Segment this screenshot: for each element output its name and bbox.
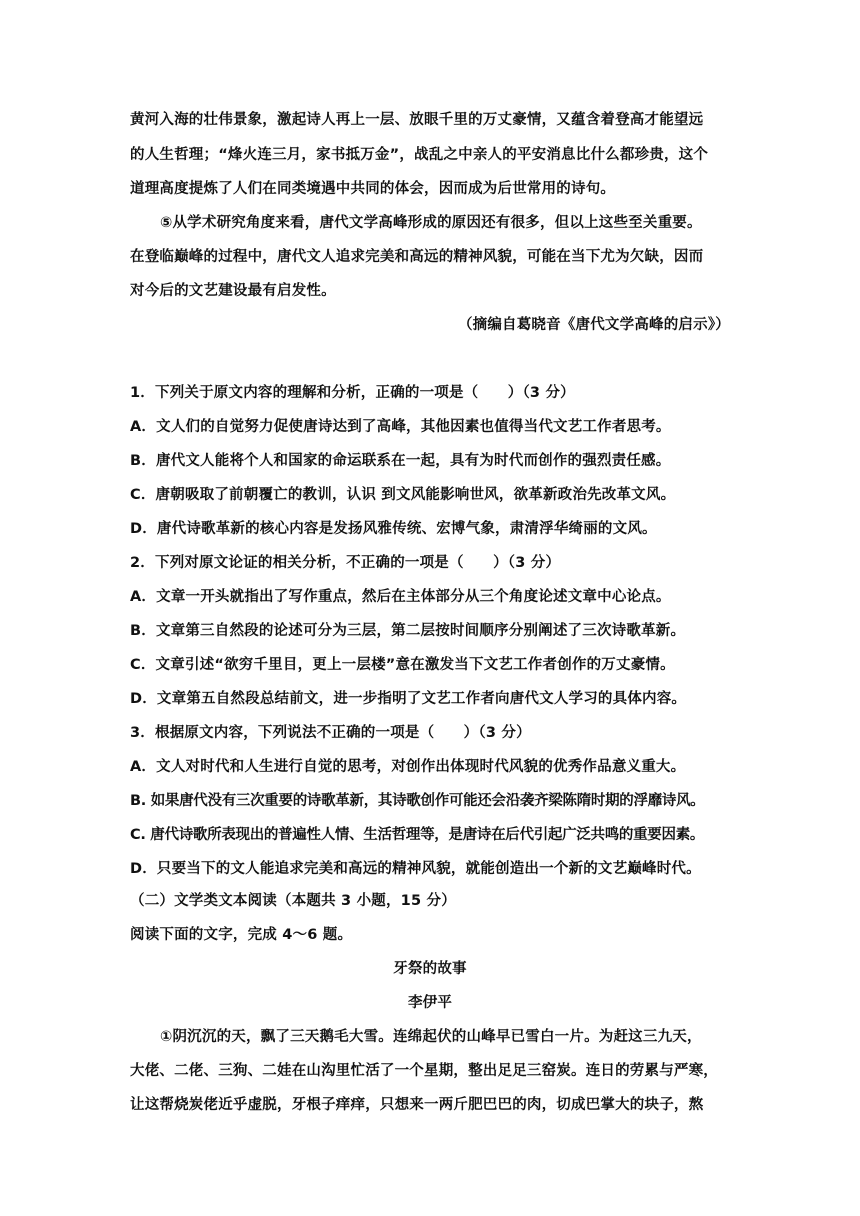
story-paragraph-line: 大佬、二佬、三狗、二娃在山沟里忙活了一个星期，整出足足三窑炭。连日的劳累与严寒， xyxy=(130,1063,718,1079)
question-1-option-d: D．唐代诗歌革新的核心内容是发扬风雅传统、宏博气象，肃清浮华绮丽的文风。 xyxy=(130,521,657,537)
question-1-option-b: B．唐代文人能将个人和国家的命运联系在一起，具有为时代而创作的强烈责任感。 xyxy=(130,453,671,469)
paragraph-5-line: ⑤从学术研究角度来看，唐代文学高峰形成的原因还有很多，但以上这些至关重要。 xyxy=(160,215,702,231)
question-3-option-b: B. 如果唐代没有三次重要的诗歌革新，其诗歌创作可能还会沿袭齐梁陈隋时期的浮靡诗风。 xyxy=(130,793,705,809)
paragraph-5-line: 在登临巅峰的过程中，唐代文人追求完美和高远的精神风貌，可能在当下尤为欠缺，因而 xyxy=(130,249,704,265)
passage-line: 的人生哲理；“烽火连三月，家书抵万金”，战乱之中亲人的平安消息比什么都珍贵，这个 xyxy=(130,147,709,163)
source-citation: （摘编自葛晓音《唐代文学高峰的启示》） xyxy=(457,317,730,333)
question-2-option-b: B．文章第三自然段的论述可分为三层，第二层按时间顺序分别阐述了三次诗歌革新。 xyxy=(130,623,686,639)
passage-line: 黄河入海的壮伟景象，激起诗人再上一层、放眼千里的万丈豪情，又蕴含着登高才能望远 xyxy=(130,112,704,128)
question-3-option-d: D．只要当下的文人能追求完美和高远的精神风貌，就能创造出一个新的文艺巅峰时代。 xyxy=(130,861,701,877)
question-2-option-d: D．文章第五自然段总结前文，进一步指明了文艺工作者向唐代文人学习的具体内容。 xyxy=(130,691,687,707)
question-3-option-a: A．文人对时代和人生进行自觉的思考，对创作出体现时代风貌的优秀作品意义重大。 xyxy=(130,759,686,775)
story-paragraph-line: ①阴沉沉的天，飘了三天鹅毛大雪。连绵起伏的山峰早已雪白一片。为赶这三九天， xyxy=(160,1029,702,1045)
paragraph-5-line: 对今后的文艺建设最有启发性。 xyxy=(130,283,336,299)
story-title: 牙祭的故事 xyxy=(393,961,467,977)
story-author: 李伊平 xyxy=(407,995,453,1011)
section-2-instruction: 阅读下面的文字，完成 4～6 题。 xyxy=(130,927,353,943)
section-2-title: （二）文学类文本阅读（本题共 3 小题，15 分） xyxy=(130,893,456,909)
question-2-option-c: C．文章引述“欲穷千里目，更上一层楼”意在激发当下文艺工作者创作的万丈豪情。 xyxy=(130,657,675,673)
story-paragraph-line: 让这帮烧炭佬近乎虚脱，牙根子痒痒，只想来一两斤肥巴巴的肉，切成巴掌大的块子，熬 xyxy=(130,1097,704,1113)
question-1-option-c: C．唐朝吸取了前朝覆亡的教训，认识 到文风能影响世风，欲革新政治先改革文风。 xyxy=(130,487,676,503)
passage-line: 道理高度提炼了人们在同类境遇中共同的体会，因而成为后世常用的诗句。 xyxy=(130,181,616,197)
question-1-option-a: A．文人们的自觉努力促使唐诗达到了高峰，其他因素也值得当代文艺工作者思考。 xyxy=(130,419,671,435)
question-3-option-c: C. 唐代诗歌所表现出的普遍性人情、生活哲理等，是唐诗在后代引起广泛共鸣的重要因素。 xyxy=(130,827,705,843)
question-1-stem: 1．下列关于原文内容的理解和分析，正确的一项是（ ）（3 分） xyxy=(130,385,575,401)
question-3-stem: 3．根据原文内容，下列说法不正确的一项是（ ）（3 分） xyxy=(130,725,531,741)
question-2-option-a: A．文章一开头就指出了写作重点，然后在主体部分从三个角度论述文章中心论点。 xyxy=(130,589,671,605)
question-2-stem: 2．下列对原文论证的相关分析，不正确的一项是（ ）（3 分） xyxy=(130,555,561,571)
